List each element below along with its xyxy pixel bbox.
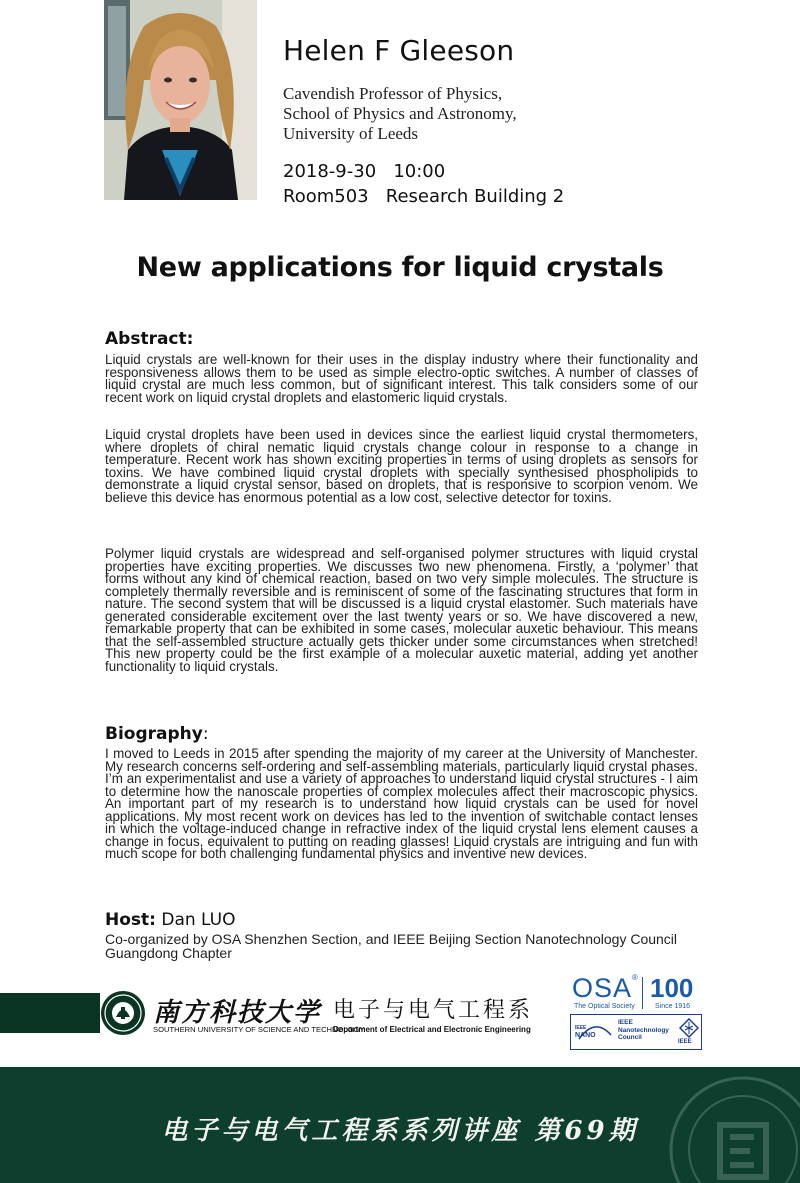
affiliation-line: School of Physics and Astronomy, bbox=[283, 104, 517, 123]
talk-datetime: 2018-9-30 10:00 bbox=[283, 161, 446, 182]
coorganizers: Co-organized by OSA Shenzhen Section, and IEEE Beijing Section Nanotechnology Council Guangdong Chapter bbox=[105, 931, 678, 961]
department-name-cn: 电子与电气工程系 bbox=[333, 998, 534, 1023]
ieee-nano-word: NANO bbox=[575, 1032, 596, 1039]
department-name-en: Department of Electrical and Electronic Engineering bbox=[333, 1025, 531, 1034]
affiliation-line: University of Leeds bbox=[283, 124, 419, 143]
speaker-affiliation bbox=[283, 84, 517, 144]
abstract-heading: Abstract: bbox=[105, 329, 194, 349]
osa-logo bbox=[572, 973, 702, 1013]
host-name: Dan LUO bbox=[155, 910, 236, 930]
osa-divider bbox=[642, 977, 643, 1009]
university-name-cn: 南方科技大学 bbox=[153, 998, 322, 1028]
talk-schedule bbox=[283, 159, 564, 209]
nano-swoosh-icon bbox=[577, 1021, 613, 1045]
osa-centennial: 100 bbox=[650, 973, 694, 1003]
ieee-nano-council-logo bbox=[570, 1014, 702, 1050]
biography-heading-text: Biography bbox=[105, 724, 203, 744]
affiliation-line: Cavendish Professor of Physics, bbox=[283, 84, 503, 103]
abstract-paragraph-1: Liquid crystals are well-known for their uses in the display industry where their functionality and responsiveness allows them to be used as simple electro-optic switches. A number of classes of liquid crystal are much less common, but of significant interest. This talk considers some of our recent work on liquid crystal droplets and elastomeric liquid crystals. bbox=[105, 352, 698, 405]
talk-venue: Room503 Research Building 2 bbox=[283, 186, 565, 207]
ieee-council-text bbox=[618, 1019, 669, 1042]
ieee-council-line: IEEE bbox=[618, 1019, 633, 1026]
speaker-photo bbox=[104, 0, 257, 200]
university-name-en: SOUTHERN UNIVERSITY OF SCIENCE AND TECHNOLOGY bbox=[153, 1025, 365, 1034]
lecture-series-title: 电子与电气工程系系列讲座 第69期 bbox=[161, 1116, 639, 1146]
osa-subtitle: The Optical Society bbox=[574, 1003, 635, 1010]
ieee-nano-top: IEEE bbox=[575, 1025, 587, 1031]
abstract-paragraph-2: Liquid crystal droplets have been used in devices since the earliest liquid crystal thermometers, where droplets of chiral nematic liquid crystals change colour in response to a change in temperature. Recent work has shown exciting properties in terms of using droplets as sensors for toxins. We have combined liquid crystal droplets with specially synthesised phospholipids to demonstrate a liquid crystal sensor, based on droplets, that is responsive to scorpion venom. We believe this device has enormous potential as a low cost, selective detector for toxins. bbox=[105, 427, 698, 505]
talk-title: New applications for liquid crystals bbox=[136, 252, 664, 283]
ieee-label: IEEE bbox=[678, 1039, 692, 1045]
osa-registered: ® bbox=[632, 973, 639, 982]
abstract-paragraph-3: Polymer liquid crystals are widespread and self-organised polymer structures with liquid crystal properties have exciting properties. We discusses two new phenomena. Firstly, a ‘polymer’ that forms without any kind of chemical reaction, based on two very simple molecules. The structure is completely thermally reversible and is reminiscent of some of the fascinating structures that form in nature. The second system that will be discussed is a liquid crystal elastomer. Such materials have generated considerable excitement over the last twenty years or so. We have discovered a new, remarkable property that can be exhibited in some cases, molecular auxetic behaviour. This means that the self-assembled structure actually gets thicker under some circumstances when stretched! This new property could be the first example of a molecular auxetic material, adding yet another functionality to liquid crystals. bbox=[105, 546, 698, 674]
host-line bbox=[105, 910, 236, 930]
speaker-name: Helen F Gleeson bbox=[283, 34, 515, 67]
ieee-council-line: Nanotechnology bbox=[618, 1026, 669, 1034]
osa-since: Since 1916 bbox=[655, 1003, 691, 1010]
biography-text: I moved to Leeds in 2015 after spending the majority of my career at the University of Manchester. My research concerns self-ordering and self-assembling materials, particularly liquid crystal phases. I’m an experimentalist and use a variety of approaches to understand liquid crystal structures - I aim to determine how the nanoscale properties of complex molecules affect their macroscopic physics. An important part of my research is to understand how liquid crystals can be used for novel applications. My most recent work on devices has led to the invention of switchable contact lenses in which the voltage-induced change in refractive index of the liquid crystal lens element causes a change in focus, equivalent to putting on reading glasses! Liquid crystals are intriguing and fun with much scope for both challenging fundamental physics and inventive new devices. bbox=[105, 746, 698, 861]
footer-band bbox=[0, 1067, 800, 1183]
biography-heading bbox=[105, 724, 209, 744]
host-label: Host: bbox=[105, 910, 156, 930]
osa-wordmark bbox=[572, 973, 639, 1004]
osa-text: OSA bbox=[572, 973, 633, 1003]
biography-heading-colon: : bbox=[202, 724, 209, 744]
university-seal-icon bbox=[100, 990, 146, 1036]
ieee-council-line: Council bbox=[618, 1034, 642, 1041]
